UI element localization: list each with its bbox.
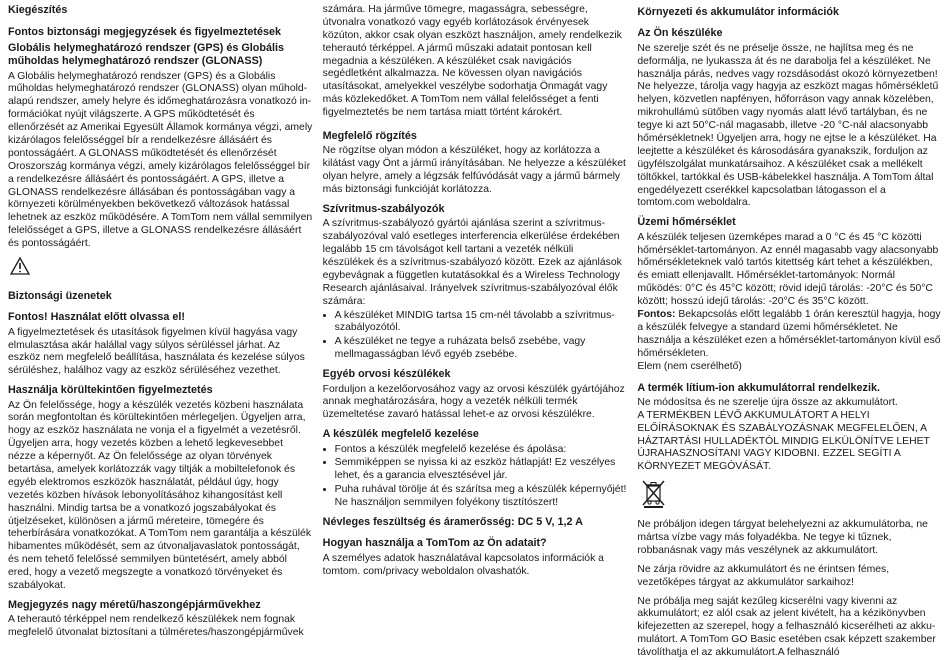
- paragraph-lithium-replace: Ne próbálja meg saját kezűleg kicserélni vagy kivenni az akkumulátort; ez alól csak az jelent kivételt, ha a kézikönyvben kifejezetten az szerepel, hogy a felhasználó kicserélheti az akku-mulátort. A TomTom GO Basic esetében csak képzett szakember távolíthatja el az akkumulátort.A felhasználó: [637, 595, 936, 659]
- list-item: • Fontos a készülék megfelelő kezelése és ápolása:: [335, 444, 628, 457]
- paragraph-operating-temperature-important: [637, 309, 942, 361]
- important-label: Fontos:: [637, 309, 676, 321]
- heading-data-usage: Hogyan használja a TomTom az Ön adatait?: [322, 537, 547, 550]
- paragraph-proper-mounting: Ne rögzítse olyan módon a készüléket, hogy az korlátozza a kilátást vagy Önt a jármű irányításában. Ne helyezze a készüléket olyan helyre, amely a légzsák felfúvódását vagy a jármű bármely más biztonsági funkcióját korlátozza.: [322, 145, 626, 196]
- paragraph-pacemakers: A szívritmus-szabályozó gyártói ajánlása szerint a szívritmus-szabályozóval való esetleges interferencia elkerülése érdekében legalább 15 cm távolságot kell tartani a vezeték nélküli készülékek és a szívritmus-szabályozó között. Ezek az ajánlások egybevágnak a független kutatásokkal és a Wireless Technology Research ajánlásaival. Irányelvek szívritmus-szabályozóval élők számára:: [322, 218, 622, 307]
- heading-lithium-ion: A termék lítium-ion akkumulátorral rendelkezik.: [637, 381, 880, 394]
- paragraph-large-vehicles-continued: számára. Ha járműve tömegre, magasságra, sebességre, útvonalra vonatkozó vagy egyéb korlátozások érvényesek közúton, akkor csak olyan eszközt használjon, amely rendelkezik teherautó térképpel. A jármű műszaki adatait pontosan kell megadnia a készüléken. A készüléket csak navigációs segédletként alkalmazza. Ne kövessen olyan navigációs utasításokat, amelyekkel veszélybe sodorhatja Önmagát vagy más közlekedőket. A TomTom nem vállal felelősséget a fenti figyelmeztetés be nem tartása miatt történt károkért.: [322, 4, 622, 119]
- column-3: [637, 4, 942, 659]
- warning-triangle-icon: [10, 257, 313, 280]
- section-title-safety-messages: Biztonsági üzenetek: [8, 289, 112, 302]
- paragraph-data-usage: A személyes adatok használatával kapcsolatos információk a tomtom. com/privacy weboldalon olvashatók.: [322, 552, 604, 577]
- paragraph-read-before-use: A figyelmeztetések és utasítások figyelmen kívül hagyása vagy elmulasztása akár halállal vagy súlyos sérüléssel járhat. Az eszköz nem megfelelő beállítása, használata és kezelése súlyos sérüléshez, halálhoz vagy az eszköz sérüléséhez vezethet.: [8, 326, 305, 377]
- paragraph-gps-glonass: A Globális helymeghatározó rendszer (GPS) és a Globális műholdas helymeghatározó rendszer (GLONASS) olyan műhold-alapú rendszer, amely helyre és időmeghatározásra vonatkozó in-formációkat nyújt világszerte. A GPS működtetését és ellenőrzését az Amerikai Egyesült Államok kormánya végzi, amely kizárólagos felelősséggel bír a rendelkezésre állásáért és pontosságáért. A GLONASS működtetését és ellenőrzését Oroszország kormánya végzi, amely kizárólagos felelősséggel bír a rendelkezésre állásáért és pontosságáért. A GPS, illetve a GLONASS rendelkezésre állásában és pontosságában vagy a környezeti körülményekben bekövetkező változások hatással lehetnek az eszköz működésére. A TomTom nem vállal semmilyen felelősséget a GPS, illetve a GLONASS rendelkezésre állásáért és pontosságáért.: [8, 70, 313, 250]
- paragraph-operating-temperature: A készülék teljesen üzemképes marad a 0 °C és 45 °C közötti hőmérséklet-tartományon. Az ennél magasabb vagy alacsonyabb hőmérsékleteknek való tartós kitettség kárt tehet a készülékben, és emiatt ellenjavallt. Hőmérséklet-tartományok: Normál működés: 0°C és 45°C között; rövid idejű tárolás: -20°C és 50°C között; hosszú idejű tárolás: -20°C és 35°C között.: [637, 231, 939, 308]
- paragraph-large-vehicles: A teherautó térképpel nem rendelkező készülékek nem fognak megfelelő útvonalat biztosítani a túlméretes/haszongépjárművek: [8, 614, 304, 639]
- heading-use-carefully: Használja körültekintően figyelmeztetés: [8, 384, 213, 397]
- paragraph-lithium-modify: Ne módosítsa és ne szerelje újra össze az akkumulátort.: [637, 396, 898, 408]
- heading-your-device: Az Ön készüléke: [637, 27, 723, 40]
- section-title-environment-battery: Környezeti és akkumulátor információk: [637, 6, 839, 18]
- crossed-out-wheelie-bin-icon: [641, 478, 942, 513]
- paragraph-lithium-no-objects: Ne próbáljon idegen tárgyat belehelyezni az akkumulátorba, ne mártsa vízbe vagy más folyadékba. Ne tegye ki tűznek, robbanásnak vagy más veszélynek az akkumulátort.: [637, 519, 928, 556]
- heading-read-before-use: Fontos! Használat előtt olvassa el!: [8, 311, 185, 324]
- list-item: • Puha ruhával törölje át és szárítsa meg a készülék képernyőjét! Ne használjon semmilyen folyékony tisztítószert!: [335, 484, 628, 510]
- pacemaker-guidelines-list: [323, 310, 628, 363]
- heading-operating-temperature: Üzemi hőmérséklet: [637, 216, 736, 229]
- heading-gps-glonass: Globális helymeghatározó rendszer (GPS) és Globális műholdas helymeghatározó rendszer (GLONASS): [8, 41, 284, 68]
- list-item: • A készüléket ne tegye a ruházata belső zsebébe, vagy mellmagasságban lévő egyéb zsebébe.: [335, 336, 628, 362]
- column-1: [8, 4, 313, 639]
- list-item: • Semmiképpen se nyissa ki az eszköz hátlapját! Ez veszélyes lehet, és a garancia elvesztésével jár.: [335, 457, 628, 483]
- important-text: Bekapcsolás előtt legalább 1 órán keresztül hagyja, hogy a készülék felvegye a standard üzemi hőmérsékletet. Ne használja a készüléket ezen a hőmérséklet-tartományon kívül eső hőmérsékleten.: [637, 309, 941, 359]
- paragraph-your-device: Ne szerelje szét és ne préselje össze, ne hajlítsa meg és ne deformálja, ne lyukassza át és ne darabolja fel a készüléket. Ne használja párás, nedves vagy rozsdásodást okozó környezetben! Ne helyezze, tárolja vagy hagyja az eszközt magas hőmérsékletű helyen, közvetlen napfényen, hőforráson vagy annak közelében, mikrohullámú sütőben vagy nyomás alatt lévő tartályban, és ne tegye ki azt 50°C-nál magasabb, illetve -20 °C-nál alacsonyabb hőmérsékletnek! Ügyeljen arra, hogy ne ejtse le a készüléket. Ha leejtette a készüléket és károsodására gyanakszik, forduljon az ügyfélszolgálat munkatársaihoz. A készüléket csak a mellékelt töltőkkel, tartókkal és USB-kábelekkel használja. A TomTom által engedélyezett cserékkel kapcsolatban látogasson el a tomtom.com weboldalra.: [637, 42, 939, 209]
- section-title-kiegeszites: Kiegészítés: [8, 4, 68, 16]
- heading-device-care: A készülék megfelelő kezelése: [322, 428, 479, 441]
- heading-pacemakers: Szívritmus-szabályozók: [322, 202, 445, 215]
- paragraph-other-medical-devices: Forduljon a kezelőorvosához vagy az orvosi készülék gyártójához annak meghatározására, hogy a vezeték nélküli termék üzemeltetése zavaró hatással lehet-e az orvosi készülékre.: [322, 383, 625, 421]
- list-item: • A készüléket MINDIG tartsa 15 cm-nél távolabb a szívritmus-szabályozótól.: [335, 310, 628, 336]
- battery-note: Elem (nem cserélhető): [637, 360, 742, 372]
- section-title-safety-notes: Fontos biztonsági megjegyzések és figyelmeztetések: [8, 26, 282, 39]
- heading-proper-mounting: Megfelelő rögzítés: [322, 130, 417, 143]
- heading-rated-voltage: Névleges feszültség és áramerősség: DC 5 V, 1,2 A: [322, 516, 583, 528]
- paragraph-lithium-short-circuit: Ne zárja rövidre az akkumulátort és ne érintsen fémes, vezetőképes tárgyat az akkumulátor sarkaihoz!: [637, 563, 890, 588]
- paragraph-use-carefully: Az Ön felelőssége, hogy a készülék vezetés közbeni használata során megfontoltan és körültekintően mérlegeljen. Ügyeljen arra, hogy az eszköz használata ne vonja el a figyelmét a vezetésről. Ügyeljen arra, hogy vezetés közben a lehető legkevesebbet nézze a képernyőt. Az Ön felelőssége az olyan törvények betartása, amelyek korlátozzák vagy tiltják a mobiltelefonok és egyéb elektromos eszközök használatát, például úgy, hogy vezetés közben hívások lebonyolításához kihangosítást kell használni. Mindig tartsa be a vonatkozó jogszabályokat és útjelzéseket, különösen a jármű méreteire, tömegére és teherbírására vonatkozókat. A TomTom nem garantálja a készülék hibamentes működését, sem az útvonaljavaslatok pontosságát, és nem tehető felelőssé semmilyen büntetésért, amely abból ered, hogy a vezető megszegte a vonatkozó törvényeket és szabályokat.: [8, 399, 312, 592]
- column-2: [322, 4, 628, 577]
- heading-large-vehicles: Megjegyzés nagy méretű/haszongépjárművekhez: [8, 598, 261, 611]
- paragraph-lithium-recycle: A TERMÉKBEN LÉVŐ AKKUMULÁTORT A HELYI ELŐÍRÁSOKNAK ÉS SZABÁLYOZÁSNAK MEGFELELŐEN, A HÁZTARTÁSI HULLADÉKTÓL MINDIG ELKÜLÖNÍTVE LEHET ÚJRAHASZNOSÍTANI VAGY KIDOBNI. EZZEL SEGÍTI A KÖRNYEZET MEGÓVÁSÁT.: [637, 409, 930, 473]
- heading-other-medical-devices: Egyéb orvosi készülékek: [322, 368, 451, 381]
- device-care-list: [323, 444, 628, 510]
